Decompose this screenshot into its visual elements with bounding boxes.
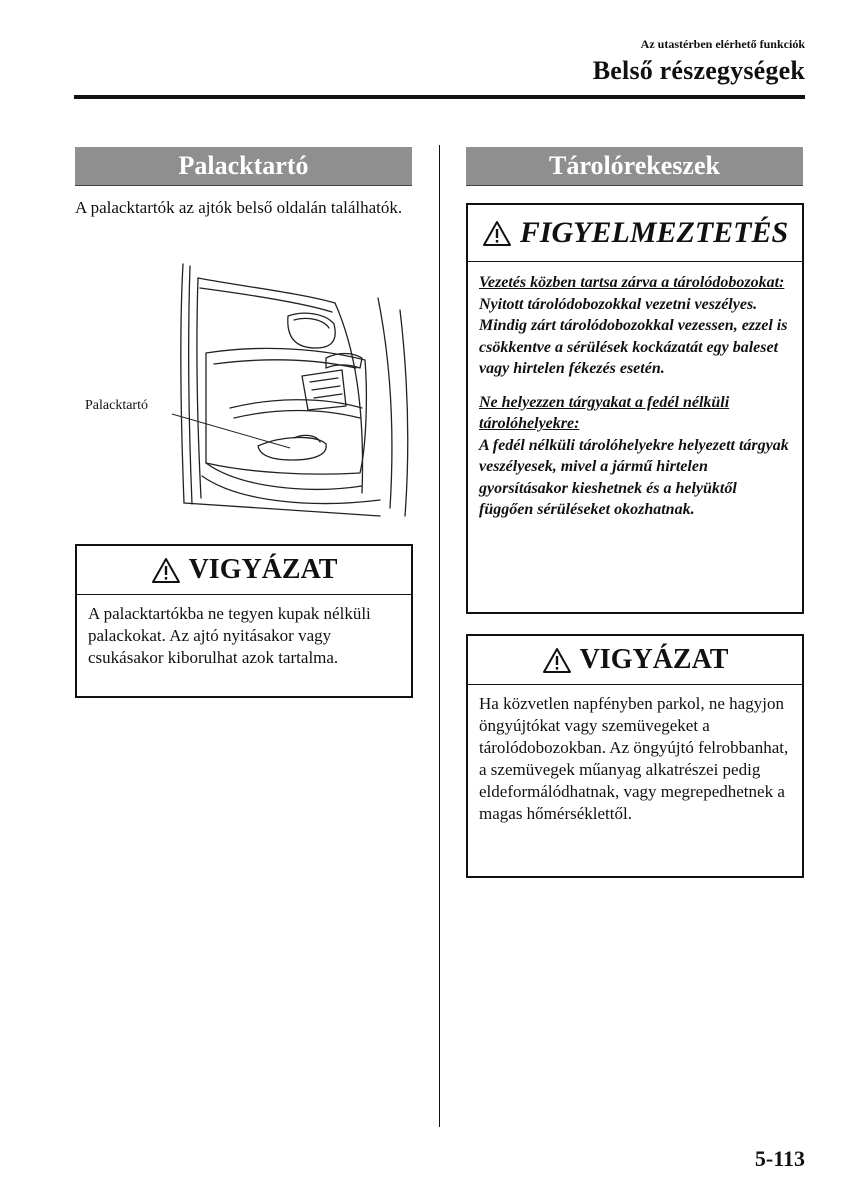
intro-text: A palacktartók az ajtók belső oldalán találhatók. xyxy=(75,198,403,217)
warning-item-text: Nyitott tárolódobozokkal vezetni veszélyes. Mindig zárt tárolódobozokkal vezessen, ezzel is csökkentve a sérülések kockázatát egy baleset vagy hirtelen fékezés esetén. xyxy=(479,295,788,377)
warning-triangle-icon xyxy=(151,557,181,584)
caution-header xyxy=(77,546,411,595)
door-interior-drawing xyxy=(80,258,415,520)
warning-header xyxy=(468,205,802,262)
chapter-title: Az utastérben elérhető funkciók xyxy=(640,37,805,51)
warning-triangle-icon xyxy=(482,220,512,247)
page-number: 5-113 xyxy=(754,1146,805,1171)
warning-box-storage xyxy=(466,203,804,614)
caution-title: VIGYÁZAT xyxy=(579,644,729,675)
heading-palacktarto: Palacktartó xyxy=(75,147,412,186)
caution-box-bottle xyxy=(75,544,413,698)
header-rule xyxy=(74,95,805,99)
warning-item-title: Ne helyezzen tárgyakat a fedél nélküli tárolóhelyekre: xyxy=(479,393,730,432)
warning-title: FIGYELMEZTETÉS xyxy=(519,216,789,249)
heading-tarolorekeszek: Tárolórekeszek xyxy=(466,147,803,186)
caution-title: VIGYÁZAT xyxy=(188,554,338,585)
caution-body: A palacktartókba ne tegyen kupak nélküli palackokat. Az ajtó nyitásakor vagy csukásakor kiborulhat azok tartalma. xyxy=(88,604,371,667)
caution-header xyxy=(468,636,802,685)
warning-item-text: A fedél nélküli tárolóhelyekre helyezett tárgyak veszélyesek, mivel a jármű hirtelen gyorsításakor kieshetnek és a helyüktől függően sérüléseket okozhatnak. xyxy=(479,436,789,518)
caution-box-sunlight xyxy=(466,634,804,878)
caution-body: Ha közvetlen napfényben parkol, ne hagyjon öngyújtókat vagy szemüvegeket a tárolódobozokban. Az öngyújtó felrobbanhat, a szemüvegek műanyag alkatrészei pedig eldeformálódhatnak, vagy megrepedhetnek a magas hőmérséklettől. xyxy=(479,694,789,823)
section-title: Belső részegységek xyxy=(592,56,805,85)
warning-triangle-icon xyxy=(542,647,572,674)
callout-label: Palacktartó xyxy=(85,398,148,413)
door-illustration xyxy=(80,258,415,520)
column-divider xyxy=(439,145,440,1127)
warning-body xyxy=(468,262,802,529)
warning-item-title: Vezetés közben tartsa zárva a tárolódobozokat: xyxy=(479,274,785,291)
